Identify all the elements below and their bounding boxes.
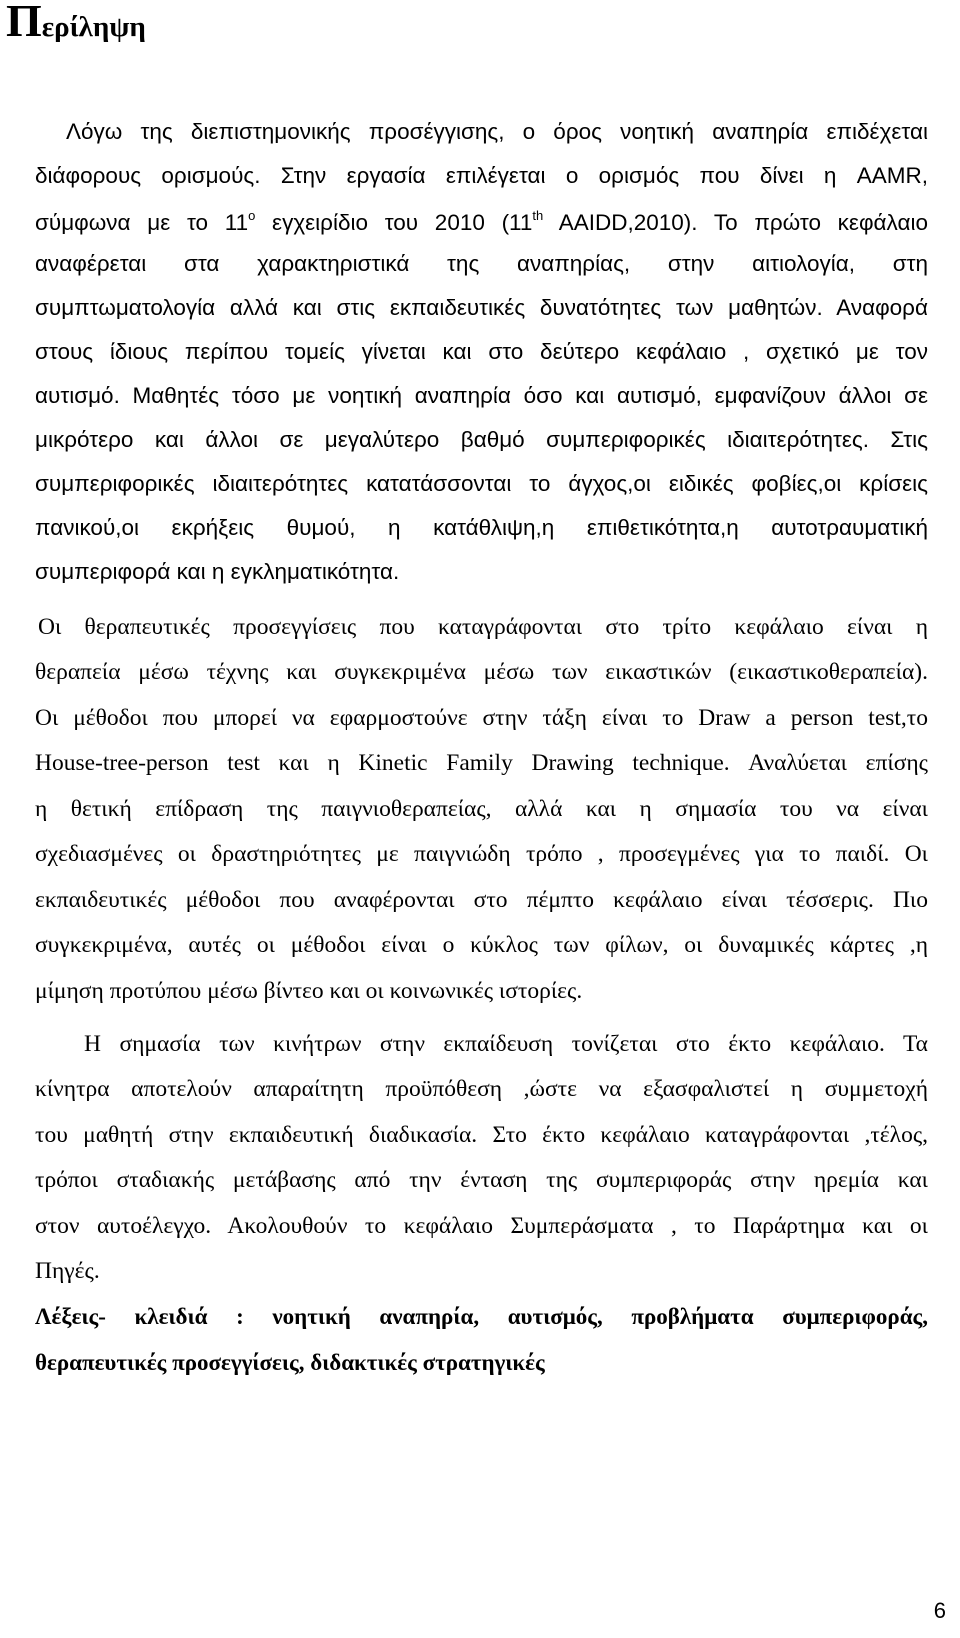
abstract-line: πανικού,οι εκρήξεις θυμού, η κατάθλιψη,η επιθετικότητα,η αυτοτραυματική bbox=[35, 515, 928, 540]
abstract-line: αναφέρεται στα χαρακτηριστικά της αναπηρίας, στην αιτιολογία, στη bbox=[35, 251, 928, 276]
abstract-line: Πηγές. bbox=[35, 1258, 100, 1284]
page-title bbox=[6, 0, 146, 47]
abstract-line: συμπεριφορικές ιδιαιτερότητες κατατάσσονται το άγχος,οι ειδικές φοβίες,οι κρίσεις bbox=[35, 471, 928, 496]
abstract-line: εκπαιδευτικές μέθοδοι που αναφέρονται στο πέμπτο κεφάλαιο είναι τέσσερις. Πιο bbox=[35, 887, 928, 913]
abstract-line: συμπεριφορά και η εγκληματικότητα. bbox=[35, 559, 400, 584]
keywords-line: Λέξεις- κλειδιά : νοητική αναπηρία, αυτισμός, προβλήματα συμπεριφοράς, bbox=[35, 1304, 928, 1329]
title-initial: Π bbox=[6, 0, 42, 46]
superscript: th bbox=[532, 208, 544, 223]
abstract-line: στον αυτοέλεγχο. Ακολουθούν το κεφάλαιο Συμπεράσματα , το Παράρτημα και οι bbox=[35, 1213, 928, 1239]
abstract-line: Λόγω της διεπιστημονικής προσέγγισης, ο όρος νοητική αναπηρία επιδέχεται bbox=[66, 119, 928, 144]
line-part: AAIDD,2010). Το πρώτο κεφάλαιο bbox=[543, 210, 928, 235]
abstract-line: Η σημασία των κινήτρων στην εκπαίδευση τονίζεται στο έκτο κεφάλαιο. Τα bbox=[84, 1031, 928, 1057]
abstract-line: Οι μέθοδοι που μπορεί να εφαρμοστούνε στην τάξη είναι το Draw a person test,το bbox=[35, 705, 928, 731]
abstract-line: διάφορους ορισμούς. Στην εργασία επιλέγεται ο ορισμός που δίνει η AAMR, bbox=[35, 163, 928, 188]
abstract-line: μίμηση προτύπου μέσω βίντεο και οι κοινωνικές ιστορίες. bbox=[35, 978, 583, 1004]
abstract-line: στους ίδιους περίπου τομείς γίνεται και στο δεύτερο κεφάλαιο , σχετικό με τον bbox=[35, 339, 928, 364]
line-part: εγχειρίδιο του 2010 (11 bbox=[255, 210, 533, 235]
abstract-line bbox=[35, 209, 928, 241]
superscript: ο bbox=[248, 208, 256, 223]
keywords-line: θεραπευτικές προσεγγίσεις, διδακτικές στρατηγικές bbox=[35, 1350, 545, 1375]
abstract-line: μικρότερο και άλλοι σε μεγαλύτερο βαθμό συμπεριφορικές ιδιαιτερότητες. Στις bbox=[35, 427, 928, 452]
line-part: σύμφωνα με το 11 bbox=[35, 210, 249, 235]
abstract-line: η θετική επίδραση της παιγνιοθεραπείας, αλλά και η σημασία του να είναι bbox=[35, 796, 928, 822]
page-number: 6 bbox=[933, 1598, 946, 1623]
abstract-line: Οι θεραπευτικές προσεγγίσεις που καταγράφονται στο τρίτο κεφάλαιο είναι η bbox=[38, 614, 928, 640]
abstract-line: του μαθητή στην εκπαιδευτική διαδικασία. Στο έκτο κεφάλαιο καταγράφονται ,τέλος, bbox=[35, 1122, 928, 1148]
title-rest: ερίληψη bbox=[41, 11, 146, 43]
abstract-line: αυτισμό. Μαθητές τόσο με νοητική αναπηρία όσο και αυτισμό, εμφανίζουν άλλοι σε bbox=[35, 383, 928, 408]
abstract-line: House-tree-person test και η Kinetic Family Drawing technique. Αναλύεται επίσης bbox=[35, 750, 928, 776]
abstract-line: συγκεκριμένα, αυτές οι μέθοδοι είναι ο κύκλος των φίλων, οι δυναμικές κάρτες ,η bbox=[35, 932, 928, 958]
abstract-line: τρόποι σταδιακής μετάβασης από την ένταση της συμπεριφοράς στην ηρεμία και bbox=[35, 1167, 928, 1193]
abstract-line: συμπτωματολογία αλλά και στις εκπαιδευτικές δυνατότητες των μαθητών. Αναφορά bbox=[35, 295, 928, 320]
abstract-line: σχεδιασμένες οι δραστηριότητες με παιγνιώδη τρόπο , προσεγμένες για το παιδί. Οι bbox=[35, 841, 928, 867]
abstract-line: θεραπεία μέσω τέχνης και συγκεκριμένα μέσω των εικαστικών (εικαστικοθεραπεία). bbox=[35, 659, 928, 685]
abstract-line: κίνητρα αποτελούν απαραίτητη προϋπόθεση ,ώστε να εξασφαλιστεί η συμμετοχή bbox=[35, 1076, 928, 1102]
